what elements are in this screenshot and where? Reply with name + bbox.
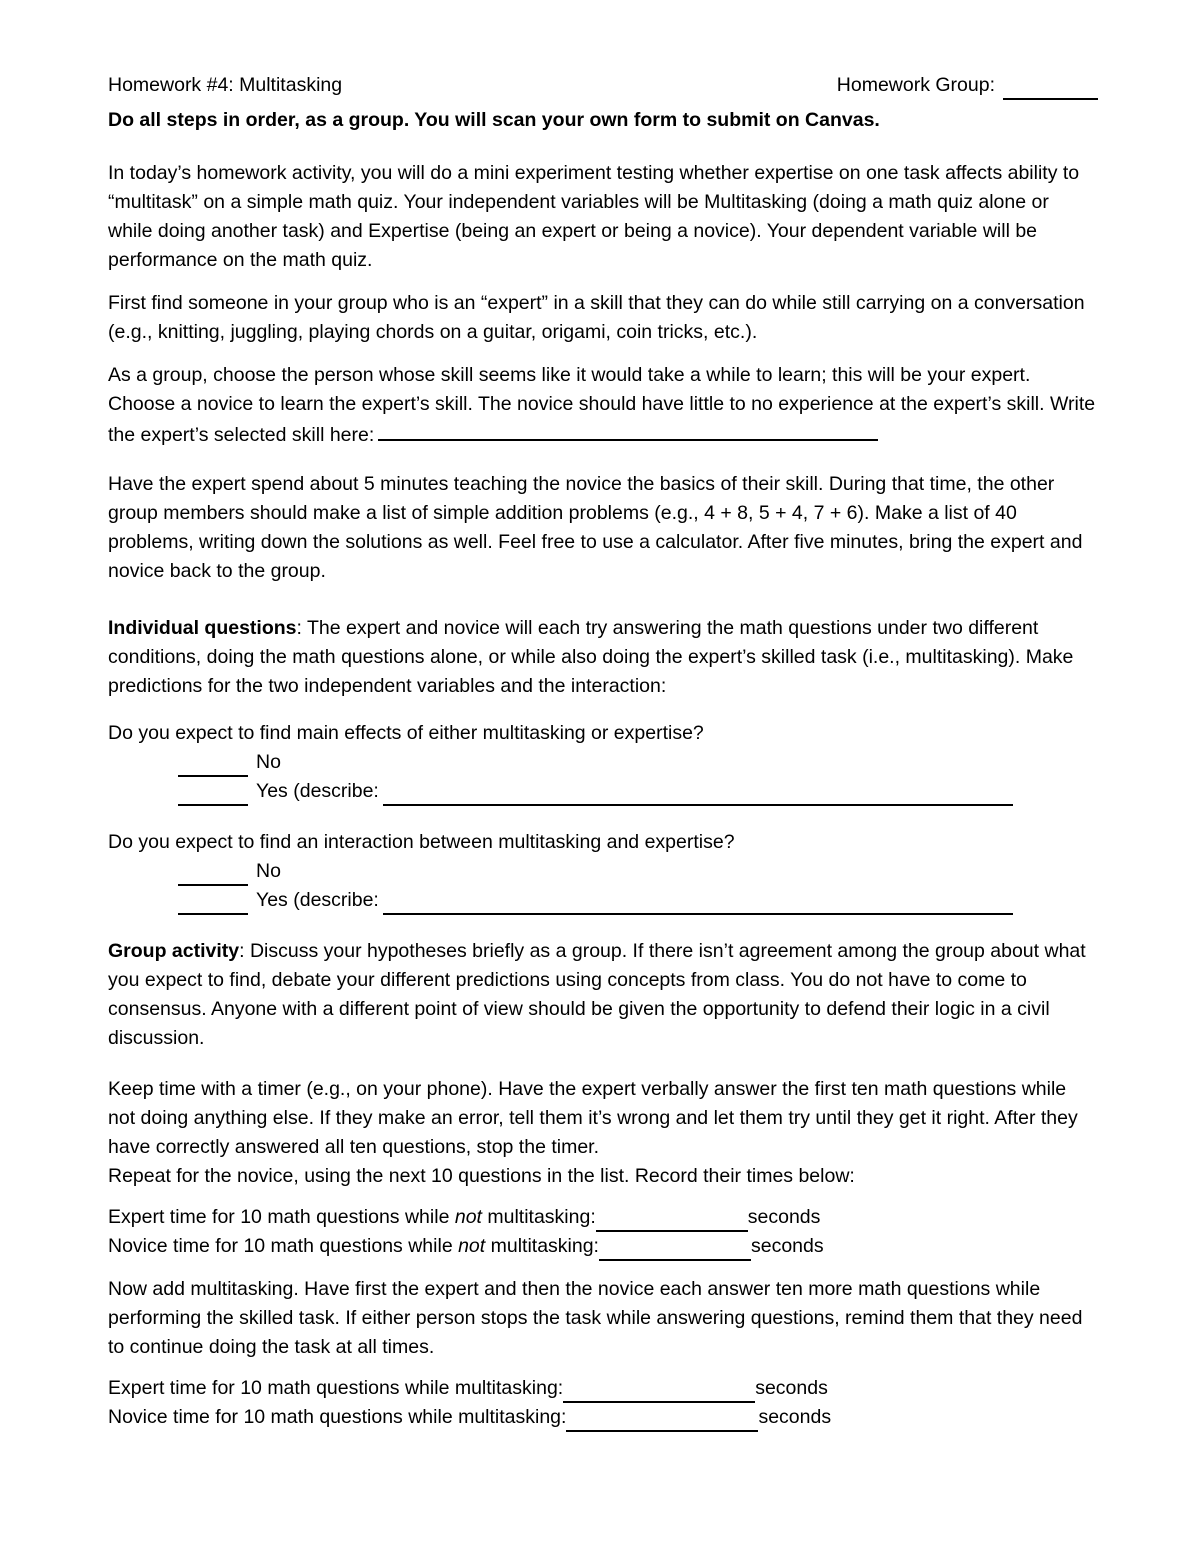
q2-no-blank[interactable] xyxy=(178,864,248,886)
single-times xyxy=(108,1203,1098,1261)
novice-single-post: multitasking: xyxy=(485,1235,599,1257)
expert-multi-unit: seconds xyxy=(755,1377,828,1399)
expert-single-post: multitasking: xyxy=(481,1206,596,1228)
individual-text: : The expert and novice will each try answering the math questions under two different conditions, doing the math questions alone, or while also doing the expert’s skilled task (i.e., multitasking). Make predictions for the two independent variables and the interaction: xyxy=(108,617,1074,697)
group-activity-label: Group activity xyxy=(108,940,240,962)
group-field xyxy=(837,71,1098,100)
worksheet-page xyxy=(108,70,1098,1432)
q1-no-row xyxy=(108,748,1098,777)
timer-paragraph xyxy=(108,1075,1098,1191)
choose-group-text: As a group, choose the person whose skill seems like it would take a while to learn; this will be your expert. Choose a novice to learn the expert’s skill. The novice should have little to no experience at the expert’s skill. Write the expert’s selected skill here: xyxy=(108,364,1096,446)
q1-yes-blank[interactable] xyxy=(178,784,248,806)
q1-no-label: No xyxy=(256,751,281,773)
expert-single-blank[interactable] xyxy=(596,1210,748,1232)
expert-single-unit: seconds xyxy=(747,1206,821,1228)
group-activity-text: : Discuss your hypotheses briefly as a group. If there isn’t agreement among the group about what you expect to find, debate your different predictions using concepts from class. You do not have to come to consensus. Anyone with a different point of view should be given the opportunity to defend their logic in a civil discussion. xyxy=(108,940,1086,1049)
expert-single-pre: Expert time for 10 math questions while xyxy=(108,1206,455,1228)
q2-no-label: No xyxy=(256,860,281,882)
group-label: Homework Group: xyxy=(836,74,995,96)
q2-yes-blank[interactable] xyxy=(178,893,248,915)
multitask-instructions: Now add multitasking. Have first the expert and then the novice each answer ten more math questions while performing the skilled task. If either person stops the task while answering questions, remind them that they need to continue doing the task at all times. xyxy=(108,1278,1083,1358)
novice-multi-unit: seconds xyxy=(758,1406,832,1428)
q1-no-blank[interactable] xyxy=(178,755,248,777)
novice-single-blank[interactable] xyxy=(599,1239,751,1261)
q1-yes-row xyxy=(108,777,1098,806)
q2-yes-label: Yes (describe: xyxy=(256,889,379,911)
expert-multi-blank[interactable] xyxy=(563,1381,755,1403)
find-expert-paragraph: First find someone in your group who is an “expert” in a skill that they can do while still carrying on a conversation (e.g., knitting, juggling, playing chords on a guitar, origami, coin tricks, etc.). xyxy=(108,292,1085,343)
skill-blank[interactable] xyxy=(378,419,878,441)
novice-multi-label: Novice time for 10 math questions while multitasking: xyxy=(108,1406,567,1428)
group-activity-paragraph xyxy=(108,937,1098,1053)
q1-describe-blank[interactable] xyxy=(383,784,1013,806)
multi-times xyxy=(108,1374,1098,1432)
intro-paragraph: In today’s homework activity, you will do a mini experiment testing whether expertise on one task affects ability to “multitask” on a simple math quiz. Your independent variables will be Multitasking (doing a math quiz alone or while doing another task) and Expertise (being an expert or being a novice). Your dependent variable will be performance on the math quiz. xyxy=(108,162,1080,271)
q2-text: Do you expect to find an interaction between multitasking and expertise? xyxy=(108,831,735,853)
novice-multi-blank[interactable] xyxy=(566,1410,758,1432)
novice-single-unit: seconds xyxy=(750,1235,824,1257)
novice-single-row xyxy=(108,1232,1098,1261)
individual-label: Individual questions xyxy=(108,617,297,639)
group-blank[interactable] xyxy=(1003,78,1098,100)
page-title: Homework #4: Multitasking xyxy=(108,74,343,96)
question-main-effects xyxy=(108,719,1098,806)
individual-paragraph xyxy=(108,614,1098,701)
novice-single-pre: Novice time for 10 math questions while xyxy=(108,1235,459,1257)
expert-single-row xyxy=(108,1203,1098,1232)
question-interaction xyxy=(108,828,1098,915)
expert-multi-label: Expert time for 10 math questions while multitasking: xyxy=(108,1377,564,1399)
timer-text-2: Repeat for the novice, using the next 10 questions in the list. Record their times below: xyxy=(108,1165,855,1187)
q2-yes-row xyxy=(108,886,1098,915)
timer-text-1: Keep time with a timer (e.g., on your phone). Have the expert verbally answer the first ten math questions while not doing anything else. If they make an error, tell them it’s wrong and let them try until they get it right. After they have correctly answered all ten questions, stop the timer. xyxy=(108,1078,1078,1158)
q1-text: Do you expect to find main effects of either multitasking or expertise? xyxy=(108,722,704,744)
choose-group-paragraph xyxy=(108,361,1098,450)
novice-single-not: not xyxy=(458,1235,486,1257)
instructions-bold: Do all steps in order, as a group. You will scan your own form to submit on Canvas. xyxy=(108,109,880,131)
teaching-paragraph: Have the expert spend about 5 minutes teaching the novice the basics of their skill. During that time, the other group members should make a list of simple addition problems (e.g., 4 + 8, 5 + 4, 7 + 6). Make a list of 40 problems, writing down the solutions as well. Feel free to use a calculator. After five minutes, bring the expert and novice back to the group. xyxy=(108,473,1083,582)
expert-multi-row xyxy=(108,1374,1098,1403)
novice-multi-row xyxy=(108,1403,1098,1432)
q2-no-row xyxy=(108,857,1098,886)
q1-yes-label: Yes (describe: xyxy=(256,780,379,802)
q2-describe-blank[interactable] xyxy=(383,893,1013,915)
expert-single-not: not xyxy=(454,1206,482,1228)
header xyxy=(108,70,1098,100)
